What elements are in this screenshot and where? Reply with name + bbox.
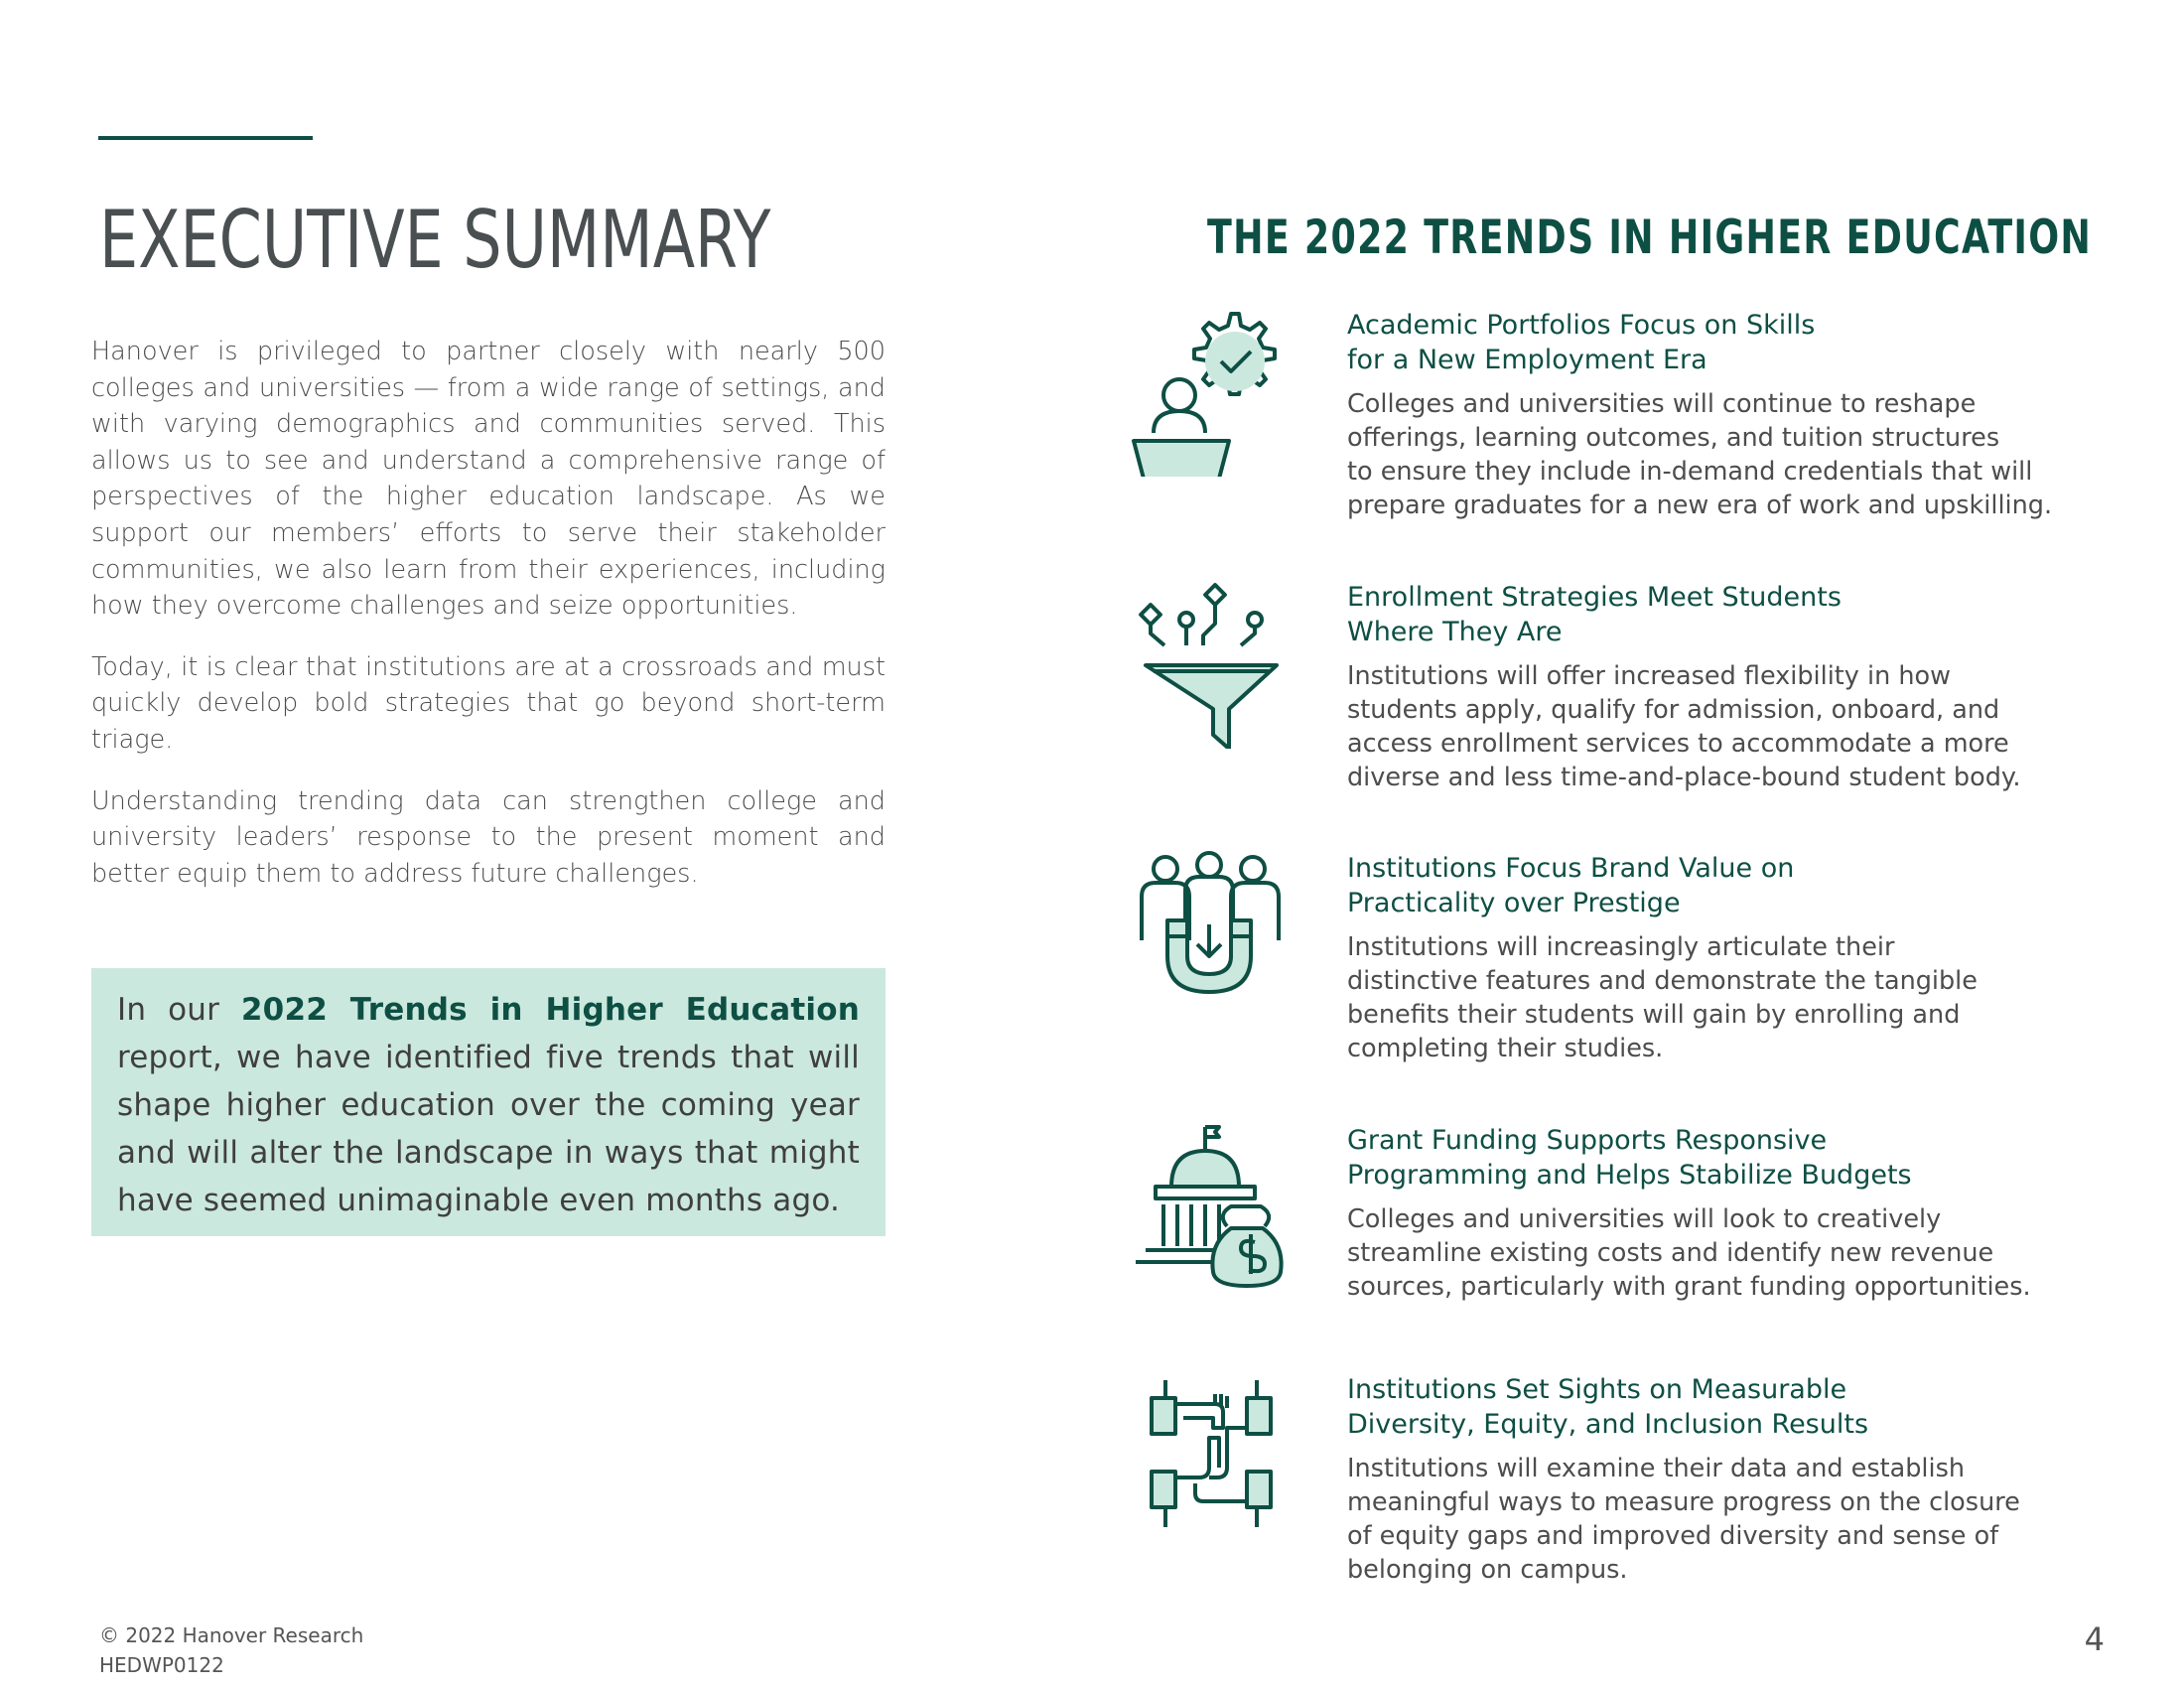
footer-doc-code: HEDWP0122 [99, 1653, 224, 1677]
callout-report-name: 2022 Trends in Higher Education [240, 992, 860, 1028]
trend-description: Colleges and universities will continue to reshape offerings, learning outcomes, and tuition structures to ensure they include in-demand credentials that will prepare graduates for a new era of work and upskilling. [1347, 389, 2053, 520]
trend-text [1347, 1372, 2062, 1587]
page-number: 4 [2084, 1620, 2105, 1658]
trend-text [1347, 851, 2062, 1065]
intro-paragraph: Today, it is clear that institutions are at a crossroads and must quickly develop bold strategies that go beyond short-term triage. [91, 651, 886, 755]
callout-text [117, 986, 860, 1224]
trend-heading: Institutions Set Sights on Measurable Diversity, Equity, and Inclusion Results [1347, 1374, 1869, 1440]
trend-text [1347, 580, 2062, 794]
page-title: EXECUTIVE SUMMARY [99, 194, 771, 286]
funnel-icon [1132, 580, 1291, 749]
trends-section-title: THE 2022 TRENDS IN HIGHER EDUCATION [1207, 211, 2093, 265]
callout-suffix: report, we have identified five trends that will shape higher education over the coming year and will alter the landscape in ways that might have seemed unimaginable even months ago. [117, 1040, 860, 1218]
intro-text [91, 334, 886, 916]
trend-description: Institutions will increasingly articulate their distinctive features and demonstrate the tangible benefits their students will gain by enrolling and completing their studies. [1347, 932, 1978, 1063]
title-accent-rule [98, 136, 313, 140]
callout-prefix: In our [117, 992, 241, 1028]
report-callout [91, 968, 886, 1236]
person-gear-check-icon [1132, 308, 1291, 477]
people-magnet-icon [1132, 851, 1291, 1020]
trend-description: Institutions will offer increased flexibility in how students apply, qualify for admission, onboard, and access enrollment services to accommodate a more diverse and less time-and-place-bound student body. [1347, 661, 2021, 792]
trend-text [1347, 308, 2062, 522]
intro-paragraph: Hanover is privileged to partner closely with nearly 500 colleges and universities — from a wide range of settings, and with varying demographics and communities served. This allows us to see and understand a comprehensive range of perspectives of the higher education landscape. As we support our members’ efforts to serve their stakeholder communities, we also learn from their experiences, including how they overcome challenges and seize opportunities. [91, 337, 886, 622]
trend-heading: Grant Funding Supports Responsive Programming and Helps Stabilize Budgets [1347, 1125, 1912, 1191]
linked-hands-icon [1132, 1372, 1291, 1541]
capitol-money-bag-icon [1132, 1123, 1291, 1292]
trend-description: Colleges and universities will look to creatively streamline existing costs and identify new revenue sources, particularly with grant funding opportunities. [1347, 1204, 2031, 1302]
trend-heading: Academic Portfolios Focus on Skills for a New Employment Era [1347, 310, 1816, 375]
footer-copyright-block [99, 1620, 363, 1680]
footer-copyright: © 2022 Hanover Research [99, 1623, 364, 1647]
intro-paragraph: Understanding trending data can strengthen college and university leaders’ response to the present moment and better equip them to address future challenges. [91, 785, 886, 889]
trend-heading: Institutions Focus Brand Value on Practicality over Prestige [1347, 853, 1795, 918]
trend-heading: Enrollment Strategies Meet Students Where They Are [1347, 582, 1842, 647]
trend-description: Institutions will examine their data and establish meaningful ways to measure progress on the closure of equity gaps and improved diversity and sense of belonging on campus. [1347, 1454, 2020, 1585]
trend-text [1347, 1123, 2062, 1304]
